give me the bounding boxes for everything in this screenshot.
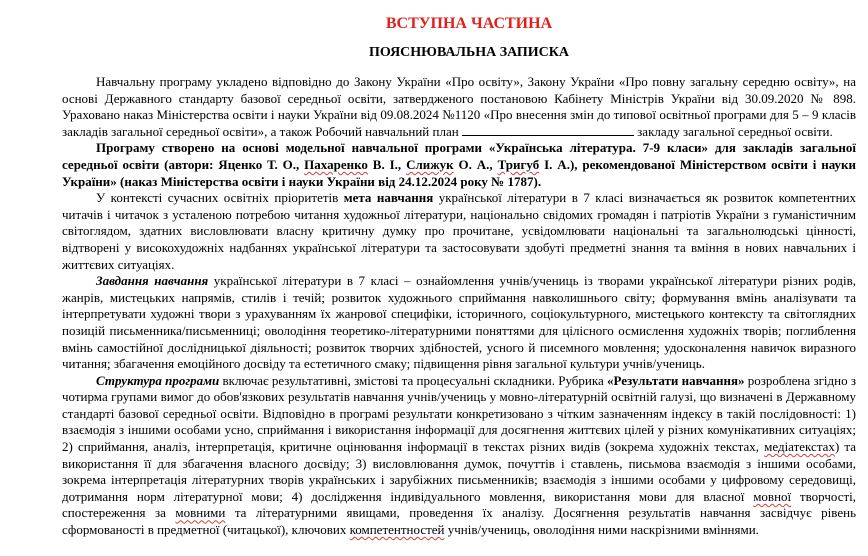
- author-name: Пахаренко: [304, 156, 368, 172]
- paragraph-text: та літературними явищами, проведення їх аналізу. Досягнення результатів навчання засвідчує рівень сформованості в предметної (читацької), ключових: [62, 505, 856, 538]
- term-results: «Результати навчання»: [607, 372, 745, 388]
- author-name: Слижук: [406, 156, 454, 172]
- paragraph-model-program: [62, 140, 856, 190]
- paragraph-tasks: [62, 273, 856, 373]
- section-title: ВСТУПНА ЧАСТИНА: [385, 15, 553, 32]
- flagged-word: компетентностей: [349, 522, 445, 538]
- paragraph-text: У контексті сучасних освітніх пріоритетів: [96, 190, 339, 206]
- term-goal: мета навчання: [343, 190, 434, 206]
- flagged-word: мовними: [175, 505, 226, 521]
- paragraph-structure: [62, 373, 856, 539]
- term-structure: Структура програми: [96, 372, 220, 388]
- flagged-word: медіатекстах: [764, 439, 835, 455]
- paragraph-text: творчості, спостереження за: [62, 488, 857, 521]
- paragraph-goal: [62, 190, 856, 273]
- paragraph-text: української літератури в 7 класі – ознайомлення учнів/учениць із творами української літератури різних родів, жанрів, мистецьких напрямів, стилів і течій; розвиток художнього сприймання навколишнього світу; формування вмінь аналізувати та інтерпретувати художні твори з урахуванням їх жанрової специфіки, історичного, соціокультурного, мистецького контексту та світоглядних позицій письменника/письменниці; оволодіння теоретико-літературними поняттями для цілісного осмислення художніх творів; поглиблення вмінь самостійної дослідницької діяльності; розвиток творчих здібностей, усного й писемного мовлення; удосконалення навичок виразного читання; збагачення емоційного досвіду та естетичного смаку; підвищення рівня загальної культури учнів/учениць.: [62, 273, 857, 372]
- term-tasks: Завдання навчання: [96, 273, 209, 289]
- paragraph-text: розроблена згідно з чотирма групами вимог до обов'язкових результатів навчання учнів/учениць у мовно-літературній освітній галузі, що визначені в Державному стандарті базової середньої освіти. Відповідно в програмі результати конкретизовано з чітким зазначенням індексу в такій послідовності: 1) взаємодія з іншими особами усно, сприймання і використання інформації для досягнення життєвих цілей у різних комунікативних ситуаціях; 2) сприймання, аналіз, інтерпретація, критичне оцінювання інформації в текстах різних видів (зокрема художніх текстах,: [62, 372, 856, 455]
- blank-field: [462, 124, 634, 136]
- paragraph-text: ) та використання її для збагачення власного досвіду; 3) висловлювання думок, почуттів і ставлень, письмова взаємодія з іншими особами, зокрема інтерпретація літературних творів українських і зарубіжних письменників; взаємодія з іншими особами у цифровому середовищі, дотримання норм літературної мови; 4) дослідження індивідуального мовлення, використання мови для власної: [62, 439, 857, 504]
- document-subtitle: ПОЯСНЮВАЛЬНА ЗАПИСКА: [368, 45, 569, 60]
- paragraph-text: української літератури в 7 класі визначається як розвиток компетентних читачів і читачок з усталеною потребою читання художньої літератури, національно свідомих громадян і патріотів України з гуманістичним світоглядом, здатних висловлювати власну критичну думку про прочитане, усвідомлювати національні та загальнолюдські цінності, відтворені у високохудожніх надбаннях української літератури та застосовувати здобуті предметні знання та вміння в нових навчальних і життєвих ситуаціях.: [62, 190, 857, 272]
- author-initials: В. І.,: [372, 156, 402, 172]
- paragraph-text: І. А.), рекомендованої Міністерством освіти і науки України» (наказ Міністерства освіти і науки України від 24.12.2024 року № 1787).: [62, 156, 857, 189]
- paragraph-text: включає результативні, змістові та процесуальні складники. Рубрика: [222, 372, 604, 388]
- paragraph-legal-basis: [62, 74, 856, 140]
- paragraph-text: учнів/учениць, оволодіння ними наскрізними вміннями.: [447, 522, 759, 538]
- flagged-word: мовної: [753, 488, 792, 504]
- author-name: Тригуб: [497, 156, 540, 172]
- paragraph-text: Навчальну програму укладено відповідно до Закону України «Про освіту», Закону України «Про повну загальну середню освіту», на основі Державного стандарту базової середньої освіти, затвердженого постановою Кабінету Міністрів України від 30.09.2020 № 898. Ураховано наказ Міністерства освіти і науки України від 09.08.2024 №1120 «Про внесення змін до типової освітньої програми для 5 – 9 класів закладів загальної середньої освіти», а також Робочий навчальний план: [62, 74, 856, 139]
- author-initials: О. А.,: [458, 156, 493, 172]
- paragraph-text: закладу загальної середньої освіти.: [637, 123, 833, 139]
- paragraph-text: Програму створено на основі модельної навчальної програми «Українська література. 7-9 класи» для закладів загальної середньої освіти (автори: Яценко Т. О.,: [62, 140, 856, 172]
